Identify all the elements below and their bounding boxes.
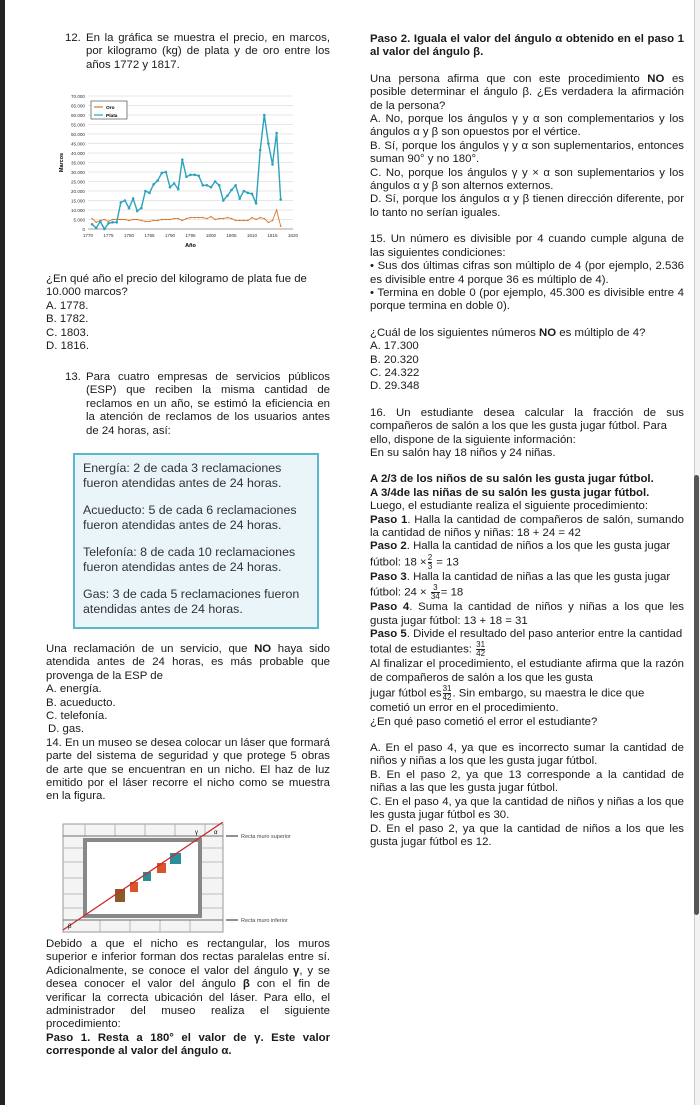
niche-frame [85,840,200,916]
y-tick-label: 50.000 [70,132,85,137]
data-point-oro [145,221,147,223]
data-point-plata [222,199,225,202]
data-point-oro [202,217,204,219]
data-point-oro [157,220,159,222]
q15-option-d[interactable]: D. 29.348 [370,380,420,393]
data-point-plata [165,171,168,174]
data-point-oro [186,218,188,220]
legend-label-oro: Oro [106,106,115,111]
artwork-4 [157,863,166,873]
x-tick-label: 1805 [226,233,237,238]
window-edge-left [0,0,5,1105]
data-point-oro [165,219,167,221]
y-tick-label: 30.000 [70,170,85,175]
q12-option-c[interactable]: C. 1803. [46,326,90,339]
q12-question-text: ¿En qué año el precio del kilogramo de plata fue de 10.000 marcos? [46,273,307,299]
data-point-plata [193,174,196,177]
data-point-oro [141,220,143,222]
scrollbar-thumb[interactable] [694,475,699,915]
right-column [370,33,684,849]
y-tick-label: 10.000 [70,208,85,213]
legend-label-plata: Plata [106,114,118,119]
data-point-oro [173,218,175,220]
y-tick-label: 40.000 [70,151,85,156]
data-point-oro [108,221,110,223]
data-point-oro [120,219,122,221]
q15-bullet-2: • Termina en doble 0 (por ejemplo, 45.300 es divisible entre 4 porque termina en doble 0). [370,286,684,313]
q13-question-text: Una reclamación de un servicio, que NO haya sido atendida antes de 24 horas, es más probable que provenga de la ESP de [46,643,330,682]
q14-intro: 14. En un museo se desea colocar un láser que formará parte del sistema de seguridad y que protege 5 obras de arte que se encuentran en un nicho. El haz de luz emitido por el láser recorre el nicho como se muestra en la figura. [46,736,330,803]
q14-claim: Una persona afirma que con este procedimiento NO es posible determinar el ángulo β. ¿Es verdadera la afirmación de la persona? [370,72,684,112]
data-point-plata [99,220,102,223]
data-point-oro [239,220,241,222]
data-point-plata [144,190,147,193]
data-point-oro [259,217,261,219]
alpha-label: α [214,830,218,836]
q16-final-a: Al finalizar el procedimiento, el estudiante afirma que la razón de compañeros de salón a los que les gusta [370,658,684,684]
data-point-plata [275,132,278,135]
data-point-plata [259,149,262,152]
q16-option-a[interactable]: A. En el paso 4, ya que es incorrecto sumar la cantidad de niños y niñas a los que les gusta jugar fútbol. [370,742,684,768]
data-point-oro [214,219,216,221]
data-point-plata [111,221,114,224]
data-point-plata [148,192,151,195]
label-upper-wall: Recta muro superior [241,834,291,840]
q15-intro: 15. Un número es divisible por 4 cuando cumple alguna de las siguientes condiciones: [370,233,684,259]
y-tick-label: 5.000 [73,217,85,223]
data-point-oro [272,220,274,222]
q16-step-3: Paso 3. Halla la cantidad de niñas a las que les gusta jugar fútbol: 24 × $\frac{3}{34}$ = 18 [370,570,671,602]
q15-option-c[interactable]: C. 24.322 [370,366,420,379]
y-tick-label: 60.000 [70,113,85,118]
data-point-oro [210,216,212,218]
data-point-oro [104,219,106,221]
data-point-plata [210,186,213,189]
data-point-oro [182,220,184,222]
x-tick-label: 1780 [123,233,135,238]
data-point-plata [124,199,127,202]
data-point-plata [161,172,164,175]
data-point-plata [152,183,155,186]
q14-option-d[interactable]: D. Sí, porque los ángulos α y β tienen dirección diferente, por lo tanto no serían iguales. [370,193,684,219]
x-tick-label: 1790 [164,233,176,238]
x-tick-label: 1785 [144,233,155,238]
y-tick-label: 55.000 [70,122,85,128]
box-energia: Energía: 2 de cada 3 reclamaciones fueron atendidas antes de 24 horas. [83,461,282,490]
q14-paso1: Paso 1. Resta a 180° el valor de γ. Este valor corresponde al valor del ángulo α. [46,1031,330,1058]
q16-intro: 16. Un estudiante desea calcular la fracción de sus compañeros de salón a los que les gusta jugar fútbol. Para [370,406,684,433]
q16-question: ¿En qué paso cometió el error el estudiante? [370,715,598,728]
data-point-oro [255,219,257,221]
data-point-plata [136,210,139,213]
data-point-oro [280,225,282,227]
box-acueducto: Acueducto: 5 de cada 6 reclamaciones fueron atendidas antes de 24 horas. [83,503,297,532]
y-tick-label: 25.000 [70,179,85,185]
box-telefonia: Telefonía: 8 de cada 10 reclamaciones fueron atendidas antes de 24 horas. [83,545,296,574]
data-point-oro [136,219,138,221]
q12-option-b[interactable]: B. 1782. [46,313,89,326]
q16-option-b[interactable]: B. En el paso 2, ya que 13 corresponde a la cantidad de niñas a las que les gusta jugar fútbol. [370,768,684,795]
data-point-plata [103,228,106,231]
data-point-plata [156,179,159,182]
q16-step-5: Paso 5. Divide el resultado del paso anterior entre la cantidad total de estudiantes: $\frac{31}{42}$ [370,628,683,659]
data-point-oro [124,219,126,221]
data-point-oro [247,220,249,222]
q12-option-a[interactable]: A. 1778. [46,299,89,312]
data-point-oro [169,219,171,221]
beta-label: β [68,924,72,930]
q13-intro: 13. Para cuatro empresas de servicios públicos (ESP) que reciben la misma cantidad de reclamos en un año, se estimó la eficiencia en la atención de reclamos de los usuarios antes de 24 horas, así: [65,371,330,437]
data-point-oro [91,218,93,220]
data-point-plata [173,182,176,185]
q16-final-b: jugar fútbol es $\frac{31}{42}$ . Sin embargo, su maestra le dice que cometió un error en el procedimiento. [370,684,645,715]
q13-option-d[interactable]: D. gas. [48,723,85,736]
laser-niche-figure [60,822,330,934]
x-tick-label: 1815 [267,233,278,238]
data-point-plata [169,186,172,189]
q12-question [46,273,330,353]
q16-step-2: Paso 2. Halla la cantidad de niños a los que les gusta jugar fútbol: 18 × $\frac{2}{3}$ = 13 [370,540,671,571]
data-point-plata [218,184,221,187]
data-point-oro [268,222,270,224]
data-point-oro [243,220,245,222]
y-axis-label: Marcos [59,152,65,173]
data-point-oro [251,217,253,219]
q16-step-4: Paso 4. Suma la cantidad de niños y niñas a los que les gusta jugar fútbol: 13 + 18 = 31 [370,601,685,627]
data-point-oro [128,220,130,222]
q15-option-b[interactable]: B. 20.320 [370,353,419,366]
data-point-plata [120,201,123,204]
gamma-label: γ [195,830,198,836]
label-lower-wall: Recta muro inferior [241,918,288,924]
data-point-oro [194,217,196,219]
data-point-plata [247,192,250,195]
q16-girls-fraction: A 3/4de las niñas de su salón les gusta jugar fútbol. [370,486,650,499]
data-point-plata [189,174,192,177]
q16-option-d[interactable]: D. En el paso 2, ya que la cantidad de niños a los que les gusta jugar fútbol es 12. [370,822,684,848]
data-point-oro [149,221,151,223]
data-point-plata [140,207,143,210]
data-point-oro [95,222,97,224]
data-point-plata [271,163,274,166]
data-point-plata [202,184,205,187]
q16-step-1: Paso 1. Halla la cantidad de compañeros de salón, sumando la cantidad de niños y niñas: 18 + 24 = 42 [370,513,684,539]
data-point-plata [95,227,98,230]
y-tick-label: 45.000 [70,141,85,147]
data-point-oro [161,219,163,221]
data-point-plata [267,142,270,145]
y-tick-label: 65.000 [70,103,85,109]
y-tick-label: 15.000 [70,198,85,204]
x-tick-label: 1775 [103,233,114,238]
data-point-plata [107,222,110,225]
x-axis-label: Año [185,243,196,249]
q15-bullet-1: • Sus dos últimas cifras son múltiplo de 4 (por ejemplo, 2.536 es divisible entre 4 porque 36 es múltiplo de 4). [370,260,684,286]
data-point-plata [177,188,180,191]
y-tick-label: 20.000 [70,189,85,194]
q15-option-a[interactable]: A. 17.300 [370,340,419,353]
data-point-oro [264,218,266,220]
price-line-chart [15,88,315,260]
data-point-plata [214,180,217,183]
data-point-plata [181,158,184,161]
data-point-oro [190,217,192,219]
q14-option-b[interactable]: B. Sí, porque los ángulos γ y α son suplementarios, entonces suman 90° y no 180°. [370,139,684,166]
scrollbar-track[interactable] [694,0,700,1105]
x-tick-label: 1820 [287,233,299,238]
x-tick-label: 1800 [205,233,217,238]
data-point-plata [128,207,131,210]
data-point-oro [112,219,114,221]
data-point-plata [226,194,229,197]
data-point-plata [206,184,209,187]
q16-luego: Luego, el estudiante realiza el siguiente procedimiento: [370,500,648,513]
data-point-oro [276,209,278,211]
q13-info-box [73,453,319,629]
q13-option-b[interactable]: B. acueducto. [46,696,116,709]
x-tick-label: 1795 [185,233,196,238]
data-point-plata [263,114,266,117]
q14-option-a[interactable]: A. No, porque los ángulos γ y α son complementarios y los ángulos α y β son opuestos por el vértice. [370,113,684,139]
data-point-plata [185,175,188,178]
x-tick-label: 1810 [246,233,258,238]
data-point-oro [235,220,237,222]
data-point-plata [115,221,118,224]
data-point-plata [197,175,200,178]
q12-option-d[interactable]: D. 1816. [46,340,90,353]
data-point-oro [132,219,134,221]
data-point-oro [218,218,220,220]
q16-intro-b: ello, dispone de la siguiente información: [370,433,576,446]
data-point-oro [198,217,200,219]
data-point-oro [177,218,179,220]
y-tick-label: 70.000 [70,94,85,99]
data-point-plata [255,202,258,205]
data-point-plata [234,184,237,187]
data-point-plata [230,189,233,192]
q14-paso2: Paso 2. Iguala el valor del ángulo α obtenido en el paso 1 al valor del ángulo β. [370,33,684,59]
data-point-plata [243,190,246,193]
q16-class-info: En su salón hay 18 niños y 24 niñas. [370,446,556,459]
box-gas: Gas: 3 de cada 5 reclamaciones fueron atendidas antes de 24 horas. [83,587,300,616]
q14-text: Debido a que el nicho es rectangular, los muros superior e inferior forman dos rectas paralelas entre sí. Adicionalmente, se conoce el valor del ángulo γ, y se desea conocer el valor del ángulo β con el fin de verificar la correcta ubicación del láser. Para ello, el administrador del museo realiza el siguiente procedimiento: [46,938,330,1031]
data-point-oro [231,218,233,220]
data-point-oro [206,218,208,220]
q16-boys-fraction: A 2/3 de los niños de su salón les gusta jugar fútbol. [370,473,654,486]
q13-option-c[interactable]: C. telefonía. [46,710,108,723]
data-point-plata [251,193,254,196]
data-point-plata [132,197,135,200]
data-point-oro [153,220,155,222]
q13-question [46,643,330,804]
q13-option-a[interactable]: A. energía. [46,683,102,696]
x-tick-label: 1770 [82,233,94,238]
y-tick-label: 0 [82,227,85,232]
q14-procedure [46,938,330,1059]
q12-intro: 12. En la gráfica se muestra el precio, en marcos, por kilogramo (kg) de plata y de oro entre los años 1772 y 1817. [65,32,330,71]
data-point-oro [223,218,225,220]
data-point-plata [279,198,282,201]
q14-option-c[interactable]: C. No, porque los ángulos γ y × α son suplementarios y los ángulos α y β son alternos externos. [370,166,684,193]
q16-option-c[interactable]: C. En el paso 4, ya que la cantidad de niños y niñas a los que les gusta jugar fútbol es 30. [370,795,684,822]
q15-question: ¿Cuál de los siguientes números NO es múltiplo de 4? [370,326,646,339]
data-point-plata [91,223,94,226]
data-point-oro [227,217,229,219]
y-tick-label: 35.000 [70,160,85,166]
data-point-plata [238,197,241,200]
